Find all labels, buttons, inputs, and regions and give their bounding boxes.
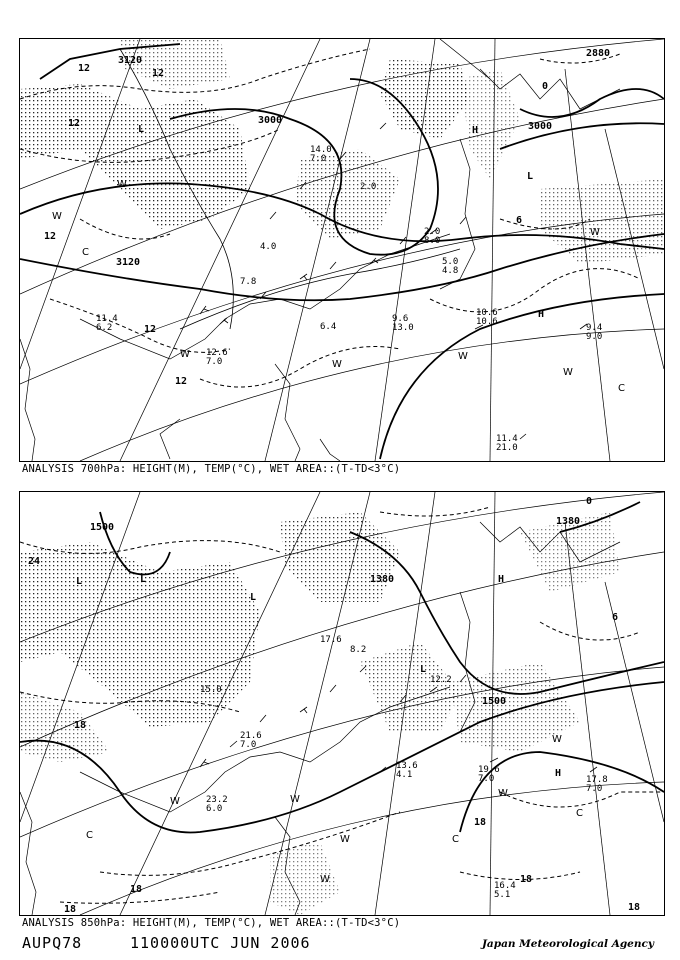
pressure-center-symbol: L xyxy=(140,574,147,585)
pressure-center-symbol: C xyxy=(86,830,93,841)
chart-id: AUPQ78 xyxy=(22,934,83,952)
station-value: 12.2 xyxy=(430,675,452,685)
station-value: 21.6 xyxy=(240,731,262,741)
pressure-center-symbol: L xyxy=(420,664,427,675)
station-value: 8.2 xyxy=(350,645,367,655)
pressure-center-symbol: W xyxy=(52,211,62,222)
pressure-center-symbol: W xyxy=(563,367,573,378)
station-value: 14.0 xyxy=(310,145,332,155)
pressure-center-symbol: H xyxy=(472,125,479,136)
agency-credit: Japan Meteorological Agency xyxy=(481,938,654,950)
station-value: 2.0 xyxy=(424,227,441,237)
temperature-label: 18 xyxy=(130,884,143,895)
pressure-center-symbol: C xyxy=(82,247,89,258)
station-value: 19.6 xyxy=(478,765,500,775)
panel-caption-700hpa: ANALYSIS 700hPa: HEIGHT(M), TEMP(°C), WET AREA::(T-TD<3°C) xyxy=(22,463,401,475)
pressure-center-symbol: L xyxy=(138,124,145,135)
height-label: 3000 xyxy=(258,115,283,126)
temperature-label: 12 xyxy=(144,324,157,335)
height-label: 1500 xyxy=(90,522,115,533)
panel-caption-850hpa: ANALYSIS 850hPa: HEIGHT(M), TEMP(°C), WET AREA::(T-TD<3°C) xyxy=(22,917,401,929)
wet-areas xyxy=(20,512,620,915)
pressure-center-symbol: W xyxy=(290,794,300,805)
station-value: 7.0 xyxy=(586,784,603,794)
station-value: 2.0 xyxy=(360,182,377,192)
station-value: 6.4 xyxy=(320,322,337,332)
station-value: 23.2 xyxy=(206,795,228,805)
pressure-center-symbol: C xyxy=(618,383,625,394)
temperature-label: 0 xyxy=(586,496,593,507)
map-850hpa-canvas xyxy=(20,492,664,915)
station-value: 7.8 xyxy=(240,277,257,287)
station-value: 7.0 xyxy=(240,740,257,750)
height-label: 3000 xyxy=(528,121,553,132)
temperature-label: 18 xyxy=(520,874,533,885)
station-value: 7.0 xyxy=(310,154,327,164)
pressure-center-symbol: L xyxy=(250,592,257,603)
temperature-label: 12 xyxy=(68,118,81,129)
pressure-center-symbol: W xyxy=(498,788,508,799)
pressure-center-symbol: H xyxy=(555,768,562,779)
pressure-center-symbol: W xyxy=(170,796,180,807)
pressure-center-symbol: W xyxy=(332,359,342,370)
temperature-label: 18 xyxy=(628,902,641,913)
pressure-center-symbol: W xyxy=(117,179,127,190)
station-value: 13.0 xyxy=(392,323,414,333)
temperature-label: 18 xyxy=(74,720,87,731)
pressure-center-symbol: L xyxy=(76,576,83,587)
station-value: 11.4 xyxy=(96,314,118,324)
height-label: 3120 xyxy=(116,257,141,268)
station-value: 11.4 xyxy=(496,434,518,444)
height-label: 1380 xyxy=(370,574,395,585)
station-value: 7.0 xyxy=(206,357,223,367)
pressure-center-symbol: C xyxy=(576,808,583,819)
temperature-label: 12 xyxy=(44,231,57,242)
station-value: 4.0 xyxy=(260,242,277,252)
map-700hpa-canvas xyxy=(20,39,664,461)
pressure-center-symbol: W xyxy=(552,734,562,745)
station-value: 13.6 xyxy=(396,761,418,771)
station-value: 12.6 xyxy=(206,348,228,358)
pressure-center-symbol: H xyxy=(498,574,505,585)
pressure-center-symbol: C xyxy=(452,834,459,845)
temperature-label: 24 xyxy=(28,556,41,567)
temperature-label: 0 xyxy=(542,81,549,92)
pressure-center-symbol: W xyxy=(340,834,350,845)
height-label: 1380 xyxy=(556,516,581,527)
station-value: 17.8 xyxy=(586,775,608,785)
temperature-label: 12 xyxy=(152,68,165,79)
pressure-center-symbol: W xyxy=(458,351,468,362)
temperature-label: 18 xyxy=(474,817,487,828)
temperature-label: 12 xyxy=(78,63,91,74)
station-value: 10.6 xyxy=(476,308,498,318)
temperature-label: 6 xyxy=(612,612,619,623)
height-label: 3120 xyxy=(118,55,143,66)
station-value: 9.0 xyxy=(586,332,603,342)
station-value: 9.4 xyxy=(586,323,603,333)
height-label: 1500 xyxy=(482,696,507,707)
pressure-center-symbol: L xyxy=(527,171,534,182)
station-value: 4.1 xyxy=(396,770,413,780)
station-value: 21.0 xyxy=(496,443,518,453)
station-value: 8.0 xyxy=(424,236,441,246)
station-value: 6.2 xyxy=(96,323,113,333)
pressure-center-symbol: W xyxy=(180,349,190,360)
height-label: 2880 xyxy=(586,48,611,59)
map-panel-700hpa xyxy=(19,38,665,462)
station-value: 4.8 xyxy=(442,266,459,276)
station-value: 5.0 xyxy=(442,257,459,267)
valid-time: 110000UTC JUN 2006 xyxy=(130,934,311,952)
pressure-center-symbol: W xyxy=(320,874,330,885)
station-value: 6.0 xyxy=(206,804,223,814)
station-value: 16.4 xyxy=(494,881,516,891)
map-panel-850hpa xyxy=(19,491,665,916)
station-value: 17.6 xyxy=(320,635,342,645)
temperature-label: 18 xyxy=(64,904,77,915)
temperature-label: 12 xyxy=(175,376,188,387)
station-value: 10.6 xyxy=(476,317,498,327)
station-value: 9.6 xyxy=(392,314,409,324)
station-value: 7.0 xyxy=(478,774,495,784)
station-value: 15.0 xyxy=(200,685,222,695)
pressure-center-symbol: H xyxy=(538,309,545,320)
pressure-center-symbol: W xyxy=(590,227,600,238)
temperature-label: 6 xyxy=(516,215,523,226)
station-value: 5.1 xyxy=(494,890,511,900)
